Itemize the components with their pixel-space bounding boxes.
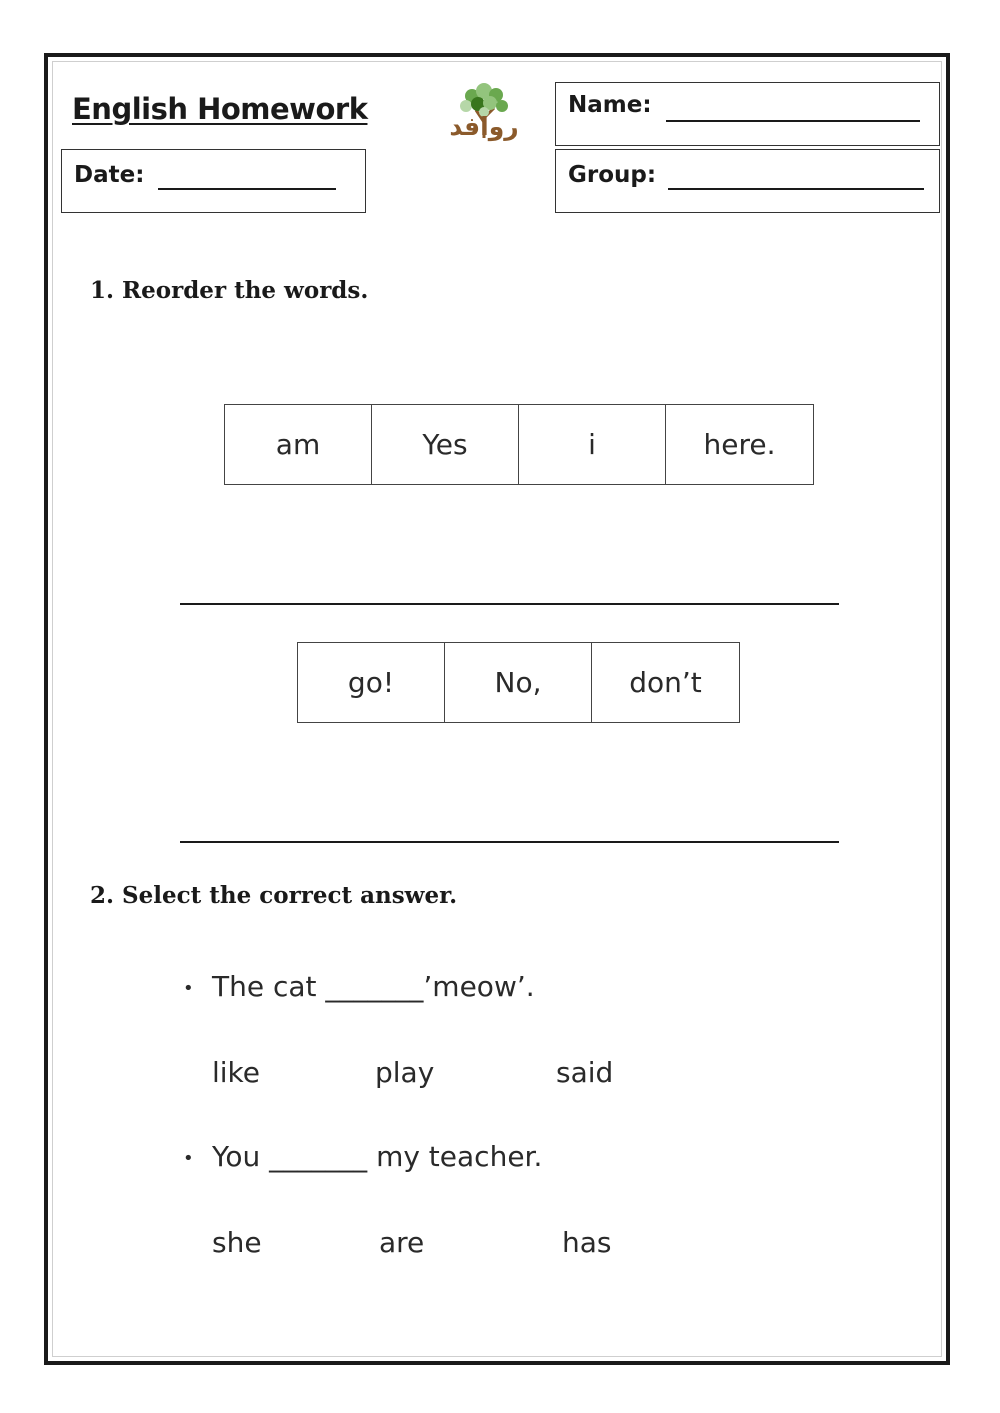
word-cell[interactable]: am [225, 405, 372, 484]
date-field[interactable] [61, 149, 366, 213]
bullet-icon: • [183, 977, 194, 999]
question-2 [183, 1140, 542, 1173]
word-table-1 [224, 404, 814, 485]
bullet-icon: • [183, 1147, 194, 1169]
logo-text: روافد [449, 112, 519, 141]
group-label: Group: [568, 162, 657, 188]
name-label: Name: [568, 92, 652, 118]
group-blank[interactable] [668, 188, 924, 190]
word-cell[interactable]: i [519, 405, 666, 484]
answer-option[interactable]: like [212, 1056, 261, 1089]
name-field[interactable] [555, 82, 940, 146]
answer-option[interactable]: are [379, 1226, 425, 1259]
answer-option[interactable]: has [562, 1226, 612, 1259]
word-cell[interactable]: Yes [372, 405, 519, 484]
name-blank[interactable] [666, 120, 920, 122]
answer-line-2[interactable] [180, 841, 839, 843]
page-title: English Homework [72, 92, 368, 126]
question-text: You _______ my teacher. [212, 1140, 543, 1173]
section-2-heading: 2. Select the correct answer. [90, 882, 458, 909]
answer-line-1[interactable] [180, 603, 839, 605]
answer-option[interactable]: she [212, 1226, 262, 1259]
section-1-heading: 1. Reorder the words. [90, 277, 369, 304]
answer-option[interactable]: said [556, 1056, 614, 1089]
logo [432, 82, 536, 148]
answer-option[interactable]: play [375, 1056, 435, 1089]
word-cell[interactable]: don’t [629, 666, 702, 699]
group-field[interactable] [555, 149, 940, 213]
word-table-2 [297, 642, 740, 723]
question-text: The cat _______’meow’. [212, 970, 535, 1003]
date-label: Date: [74, 162, 145, 188]
date-blank[interactable] [158, 188, 336, 190]
word-cell[interactable]: here. [703, 428, 776, 461]
question-1 [183, 970, 535, 1003]
word-cell[interactable]: go! [298, 643, 445, 722]
word-cell[interactable]: No, [445, 643, 592, 722]
